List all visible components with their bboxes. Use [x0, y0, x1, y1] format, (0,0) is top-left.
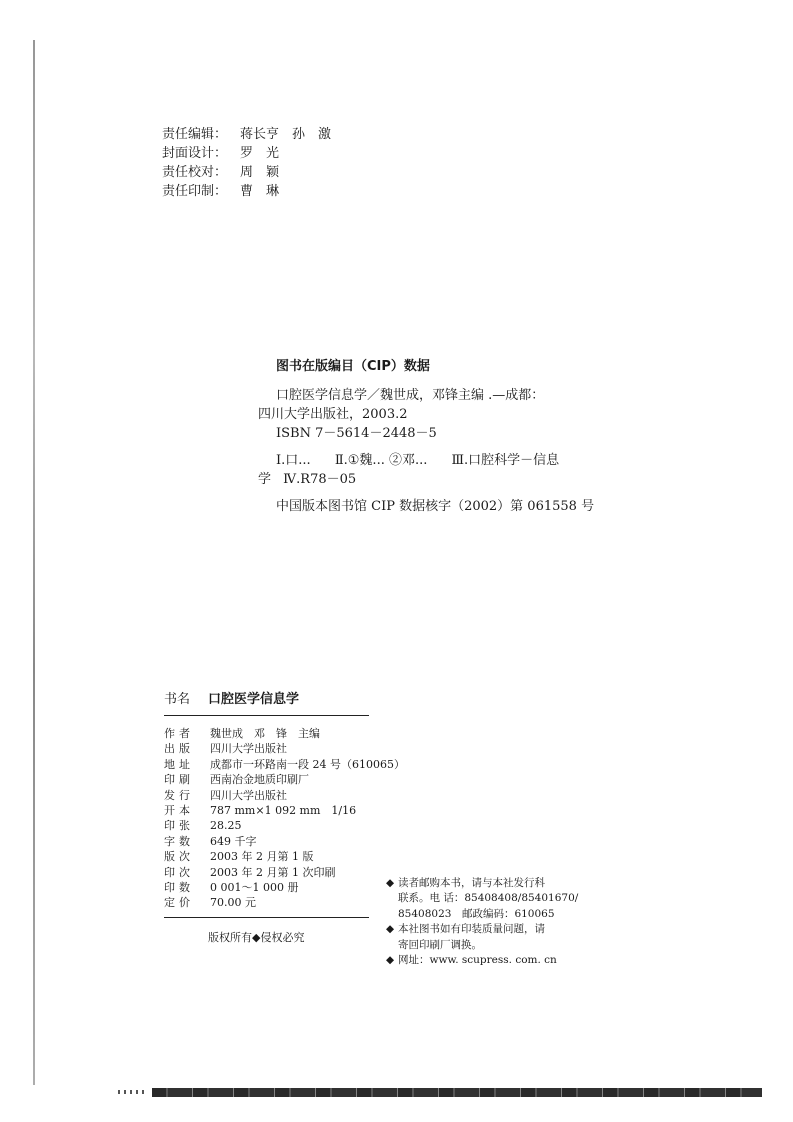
spec-label: 字数 — [164, 834, 194, 848]
diamond-bullet-icon: ◆ — [386, 877, 395, 889]
binding-edge-shadow — [33, 40, 35, 1085]
spec-row-print-run — [164, 880, 405, 895]
cip-line-2: 四川大学出版社，2003.2 — [258, 407, 408, 422]
note-text: 85408023 邮政编码：610065 — [398, 907, 555, 920]
spec-label: 作者 — [164, 727, 194, 740]
spec-row-distributor — [164, 788, 405, 803]
copyright-notice: 版权所有◆侵权必究 — [208, 930, 305, 944]
editorial-credits — [162, 125, 331, 201]
spec-value: 西南冶金地质印刷厂 — [210, 773, 309, 787]
cip-class-1: Ⅰ.口... — [276, 453, 311, 468]
credit-role: 责任校对： — [162, 165, 228, 180]
spec-value: 787 mm×1 092 mm 1/16 — [210, 804, 357, 818]
spec-row-format — [164, 803, 405, 818]
spec-label: 版次 — [164, 850, 194, 864]
credit-role: 责任编辑： — [162, 127, 228, 142]
cip-isbn: ISBN 7－5614－2448－5 — [276, 426, 437, 441]
credit-row-editor — [162, 125, 331, 144]
credit-role: 封面设计： — [162, 146, 228, 161]
spec-value: 70.00 元 — [210, 896, 256, 910]
spec-label: 印次 — [164, 865, 194, 879]
cip-class-5: Ⅳ.R78－05 — [283, 472, 357, 487]
spec-row-word-count — [164, 834, 405, 849]
reader-notes — [386, 876, 596, 968]
book-title-value: 口腔医学信息学 — [208, 692, 300, 707]
spec-row-edition — [164, 849, 405, 864]
cip-line-1: 口腔医学信息学／魏世成，邓锋主编 .—成都： — [276, 388, 545, 403]
spec-label: 开本 — [164, 804, 194, 818]
spec-row-price — [164, 895, 405, 910]
cip-class-3: Ⅲ.口腔科学－信息 — [451, 453, 560, 468]
spec-value: 0 001～1 000 册 — [210, 881, 299, 895]
colophon — [164, 688, 405, 945]
spec-row-address — [164, 757, 405, 772]
scan-noise — [118, 1090, 148, 1094]
diamond-bullet-icon: ◆ — [386, 923, 395, 936]
spec-value: 成都市一环路南一段 24 号（610065） — [210, 757, 405, 771]
credit-row-proofreader — [162, 163, 331, 182]
spec-value: 28.25 — [210, 819, 242, 833]
spec-row-sheets — [164, 818, 405, 833]
spec-value: 649 千字 — [210, 834, 257, 848]
spec-row-publisher — [164, 741, 405, 756]
diamond-bullet-icon: ◆ — [386, 954, 395, 967]
spec-value: 魏世成 邓 锋 主编 — [210, 727, 320, 740]
spec-label: 印张 — [164, 819, 194, 833]
cip-classification-cont — [258, 470, 638, 489]
credit-names: 曹 琳 — [240, 184, 280, 199]
cip-class-4: 学 — [258, 472, 272, 487]
note-website — [386, 953, 596, 968]
spec-value: 2003 年 2 月第 1 次印刷 — [210, 865, 336, 879]
note-mail-order — [386, 876, 596, 891]
spec-row-author — [164, 726, 405, 741]
cip-title: 图书在版编目（CIP）数据 — [276, 359, 430, 374]
note-text: 本社图书如有印装质量问题，请 — [398, 923, 545, 936]
cip-classification — [258, 451, 638, 470]
note-text: 网址：www. scupress. com. cn — [398, 954, 557, 967]
cip-approval: 中国版本图书馆 CIP 数据核字（2002）第 061558 号 — [276, 499, 595, 514]
spec-label: 出版 — [164, 742, 194, 756]
book-title-label: 书名 — [164, 692, 191, 707]
colophon-divider — [164, 917, 369, 918]
colophon-specs — [164, 726, 405, 911]
spec-row-impression — [164, 865, 405, 880]
scan-bottom-edge — [152, 1088, 762, 1097]
spec-label: 地址 — [164, 757, 194, 771]
spec-label: 发行 — [164, 788, 194, 802]
credit-role: 责任印制： — [162, 184, 228, 199]
spec-label: 印数 — [164, 881, 194, 895]
book-title-row — [164, 688, 369, 716]
credit-names: 蒋长亨 孙 激 — [240, 127, 332, 142]
note-quality — [386, 922, 596, 937]
note-text: 寄回印刷厂调换。 — [398, 938, 482, 951]
credit-row-printing — [162, 182, 331, 201]
cip-data-block — [258, 357, 638, 516]
spec-value: 四川大学出版社 — [210, 742, 287, 756]
credit-names: 周 颖 — [240, 165, 280, 180]
cip-class-2: Ⅱ.①魏... ②邓... — [334, 453, 428, 468]
note-text: 联系。电 话：85408408/85401670/ — [398, 892, 579, 905]
credit-names: 罗 光 — [240, 146, 280, 161]
spec-label: 印刷 — [164, 773, 194, 787]
note-text: 读者邮购本书，请与本社发行科 — [398, 877, 545, 889]
credit-row-cover-design — [162, 144, 331, 163]
spec-value: 2003 年 2 月第 1 版 — [210, 850, 314, 864]
spec-row-printer — [164, 772, 405, 787]
spec-label: 定价 — [164, 896, 194, 910]
spec-value: 四川大学出版社 — [210, 788, 287, 802]
